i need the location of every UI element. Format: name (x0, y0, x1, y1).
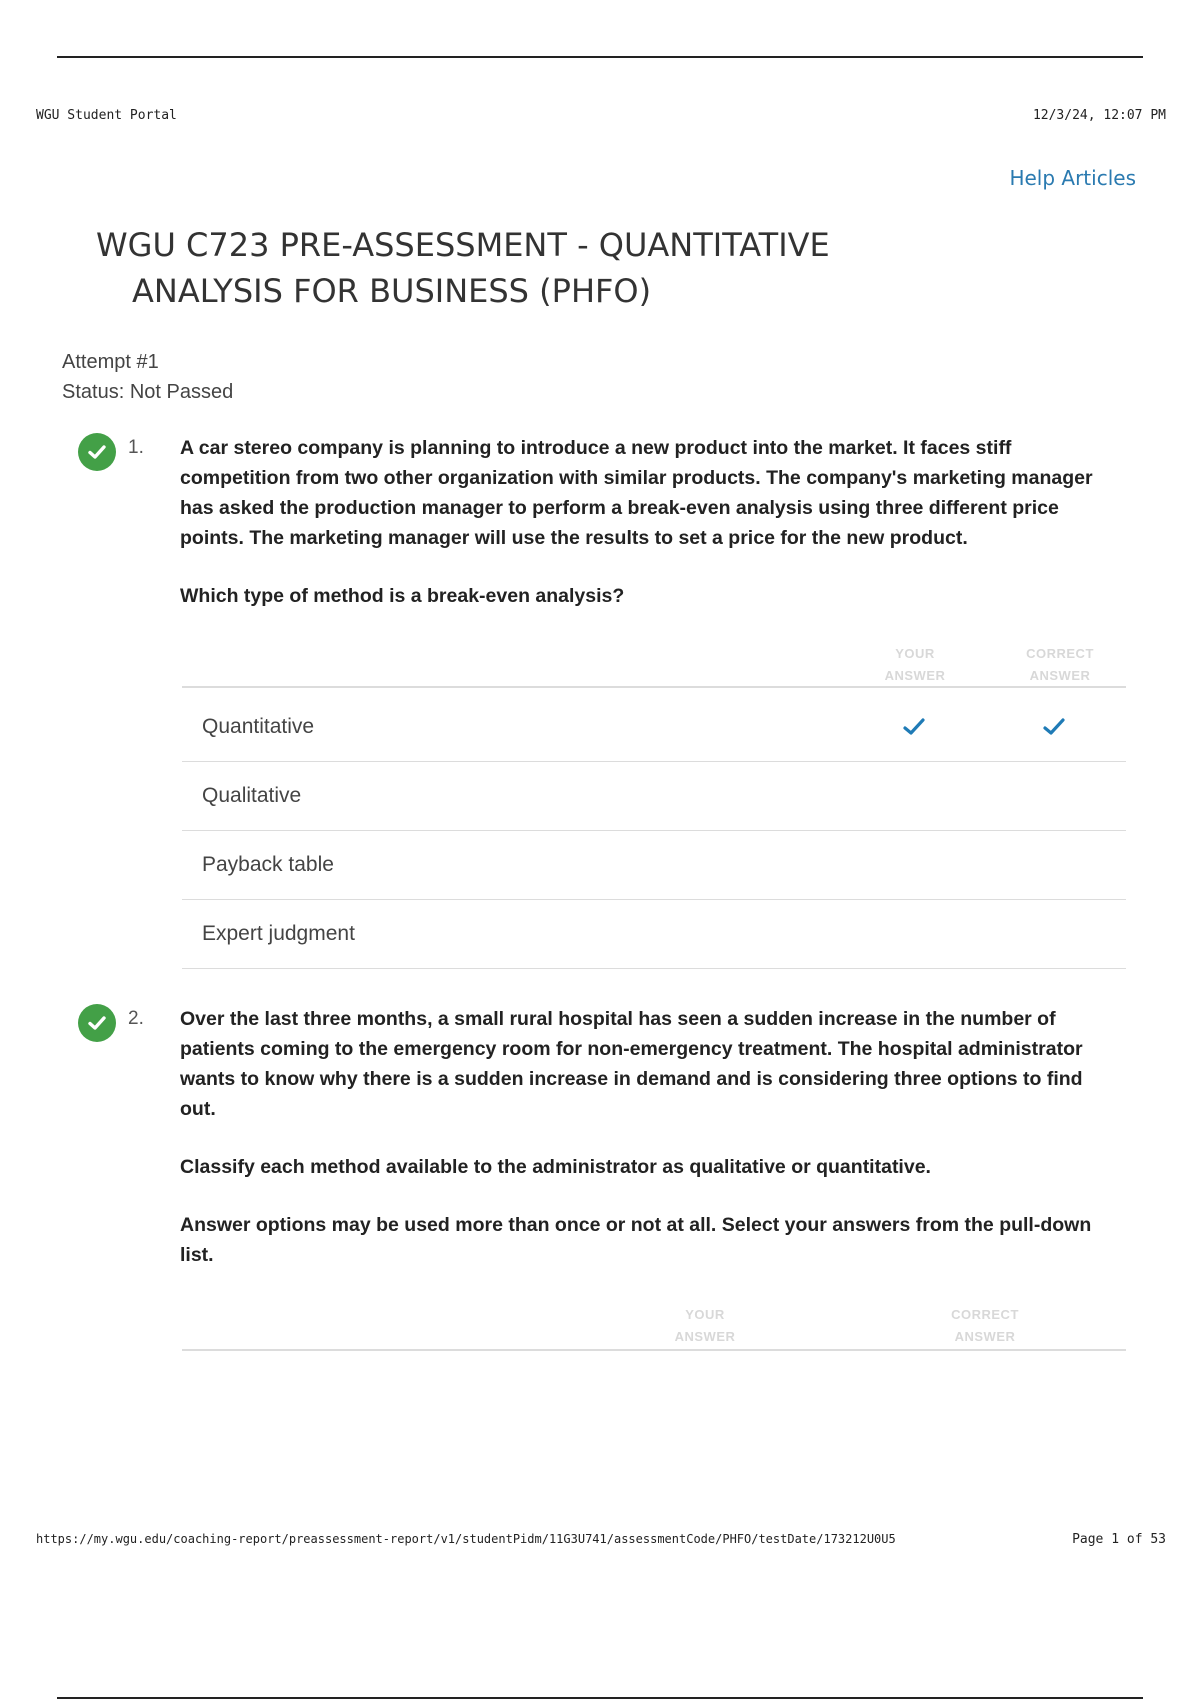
answer-option (182, 900, 1126, 969)
page-url: https://my.wgu.edu/coaching-report/preassessment-report/v1/studentPidm/11G3U741/assessmentCode/PHFO/testDate/173212U0U5 (36, 1532, 896, 1546)
question-stem: A car stereo company is planning to introduce a new product into the market. It faces stiff competition from two other organization with similar products. The company's marketing manager has asked the production manager to perform a break-even analysis using three different price points. The marketing manager will use the results to set a price for the new product. (180, 437, 1093, 549)
question-body (180, 1004, 1120, 1298)
help-articles-link[interactable]: Help Articles (1009, 166, 1136, 190)
correct-check-icon (78, 1004, 116, 1042)
option-label: Quantitative (202, 715, 315, 738)
top-rule (57, 56, 1143, 58)
attempt-status: Status: Not Passed (62, 381, 234, 403)
question-instruction: Classify each method available to the administrator as qualitative or quantitative. (180, 1156, 931, 1178)
option-label: Payback table (202, 853, 334, 876)
question-body (180, 433, 1120, 639)
page-title-line2: ANALYSIS FOR BUSINESS (PHFO) (132, 272, 652, 310)
correct-answer-check-icon (1042, 715, 1066, 739)
checkmark-icon (86, 1012, 108, 1034)
print-datetime: 12/3/24, 12:07 PM (1032, 108, 1166, 123)
correct-answer-header: CORRECT ANSWER (951, 1307, 1019, 1344)
correct-check-icon (78, 433, 116, 471)
question-note: Answer options may be used more than once or not at all. Select your answers from the pull-down list. (180, 1214, 1092, 1266)
your-answer-header: YOUR ANSWER (674, 1307, 736, 1344)
site-title: WGU Student Portal (36, 108, 177, 123)
your-answer-header: YOUR ANSWER (884, 646, 946, 683)
answer-option (182, 693, 1126, 762)
attempt-number: Attempt #1 (62, 351, 159, 373)
page-title-line1: WGU C723 PRE-ASSESSMENT - QUANTITATIVE (96, 226, 830, 264)
option-label: Qualitative (202, 784, 302, 807)
page-title (96, 222, 996, 314)
attempt-info (62, 347, 233, 407)
table-header-rule (182, 686, 1126, 688)
table-header-rule (182, 1349, 1126, 1351)
option-label: Expert judgment (202, 922, 355, 945)
question-number: 1. (128, 437, 144, 458)
bottom-rule (57, 1697, 1143, 1699)
your-answer-check-icon (902, 715, 926, 739)
question-number: 2. (128, 1008, 144, 1029)
question-prompt: Which type of method is a break-even analysis? (180, 585, 625, 607)
correct-answer-header: CORRECT ANSWER (1026, 646, 1094, 683)
checkmark-icon (86, 441, 108, 463)
answer-option (182, 762, 1126, 831)
question-stem: Over the last three months, a small rural hospital has seen a sudden increase in the number of patients coming to the emergency room for non-emergency treatment. The hospital administrator wants to know why there is a sudden increase in demand and is considering three options to find out. (180, 1008, 1083, 1120)
page-number: Page 1 of 53 (1072, 1532, 1166, 1547)
answer-option (182, 831, 1126, 900)
